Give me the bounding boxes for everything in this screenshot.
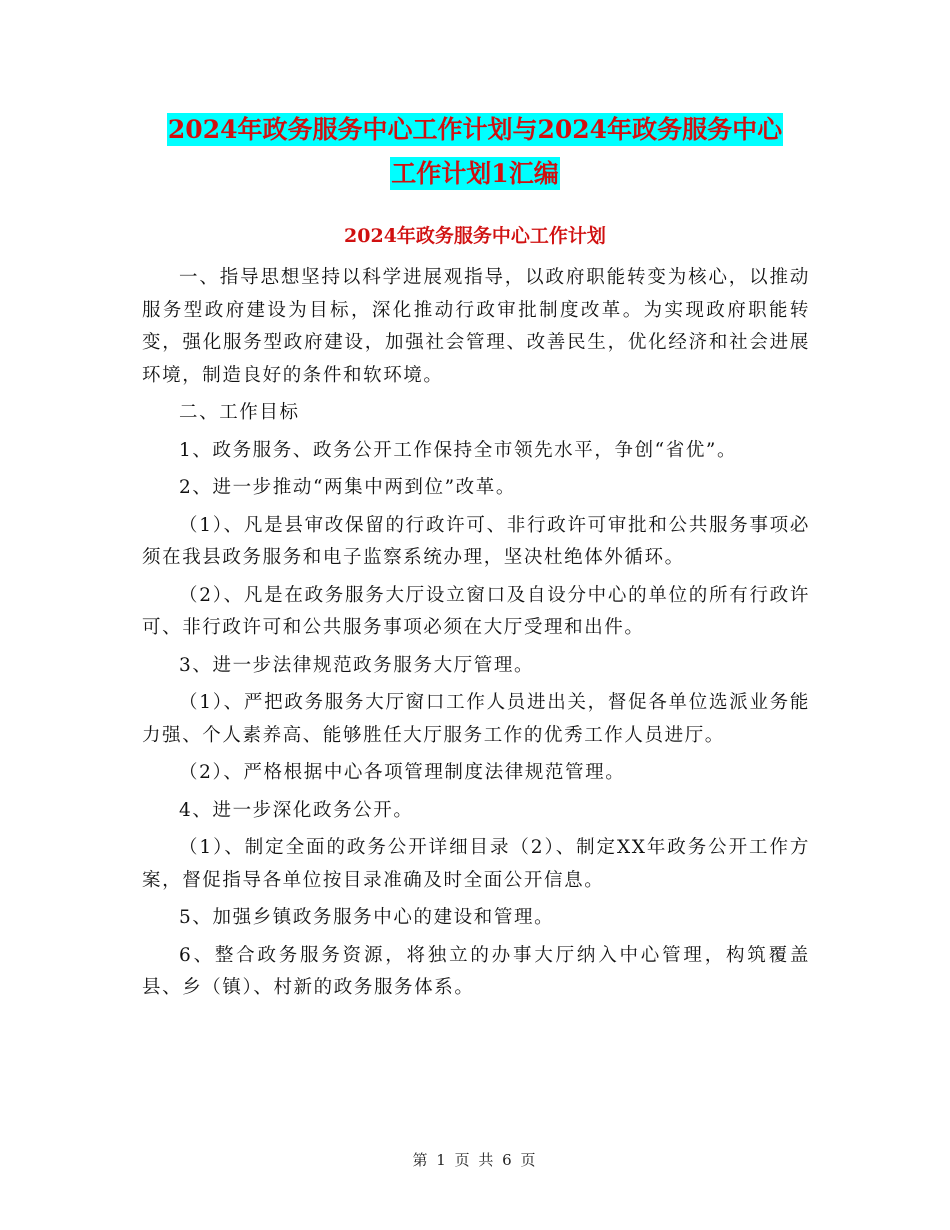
body-paragraph: （1）、凡是县审改保留的行政许可、非行政许可审批和公共服务事项必须在我县政务服务和电子监察系统办理，坚决杜绝体外循环。 <box>142 514 810 568</box>
body-paragraph: （2）、严格根据中心各项管理制度法律规范管理。 <box>179 762 626 783</box>
body-paragraph: 5、加强乡镇政务服务中心的建设和管理。 <box>179 907 555 928</box>
body-paragraph: （1）、严把政务服务大厅窗口工作人员进出关，督促各单位选派业务能力强、个人素养高、能够胜任大厅服务工作的优秀工作人员进厅。 <box>142 692 810 746</box>
body-paragraph: 3、进一步法律规范政务服务大厅管理。 <box>179 654 535 676</box>
page-footer: 第 1 页 共 6 页 <box>412 1151 538 1169</box>
body-paragraph: 2、进一步推动“两集中两到位”改革。 <box>179 477 516 498</box>
body-paragraph: 一、指导思想坚持以科学进展观指导，以政府职能转变为核心，以推动服务型政府建设为目标，深化推动行政审批制度改革。为实现政府职能转变，强化服务型政府建设，加强社会管理、改善民生，优化经济和社会进展环境，制造良好的条件和软环境。 <box>142 267 810 386</box>
document-title-line-1 <box>0 108 950 152</box>
body-paragraph: （1）、制定全面的政务公开详细目录（2）、制定XX年政务公开工作方案，督促指导各单位按目录准确及时全面公开信息。 <box>142 837 810 891</box>
body-paragraph: 6、整合政务服务资源，将独立的办事大厅纳入中心管理，构筑覆盖县、乡（镇）、村新的政务服务体系。 <box>142 944 810 998</box>
title-highlight: 2024年政务服务中心工作计划与2024年政务服务中心 <box>167 115 783 144</box>
document-body <box>142 262 810 1010</box>
body-paragraph: （2）、凡是在政务服务大厅设立窗口及自设分中心的单位的所有行政许可、非行政许可和公共服务事项必须在大厅受理和出件。 <box>142 584 810 638</box>
title-highlight: 工作计划1汇编 <box>391 159 559 188</box>
document-title-line-2 <box>0 152 950 196</box>
body-paragraph: 1、政务服务、政务公开工作保持全市领先水平，争创“省优”。 <box>179 439 738 461</box>
body-paragraph: 二、工作目标 <box>179 402 300 423</box>
body-paragraph: 4、进一步深化政务公开。 <box>179 799 414 821</box>
section-title: 2024年政务服务中心工作计划 <box>344 225 606 247</box>
